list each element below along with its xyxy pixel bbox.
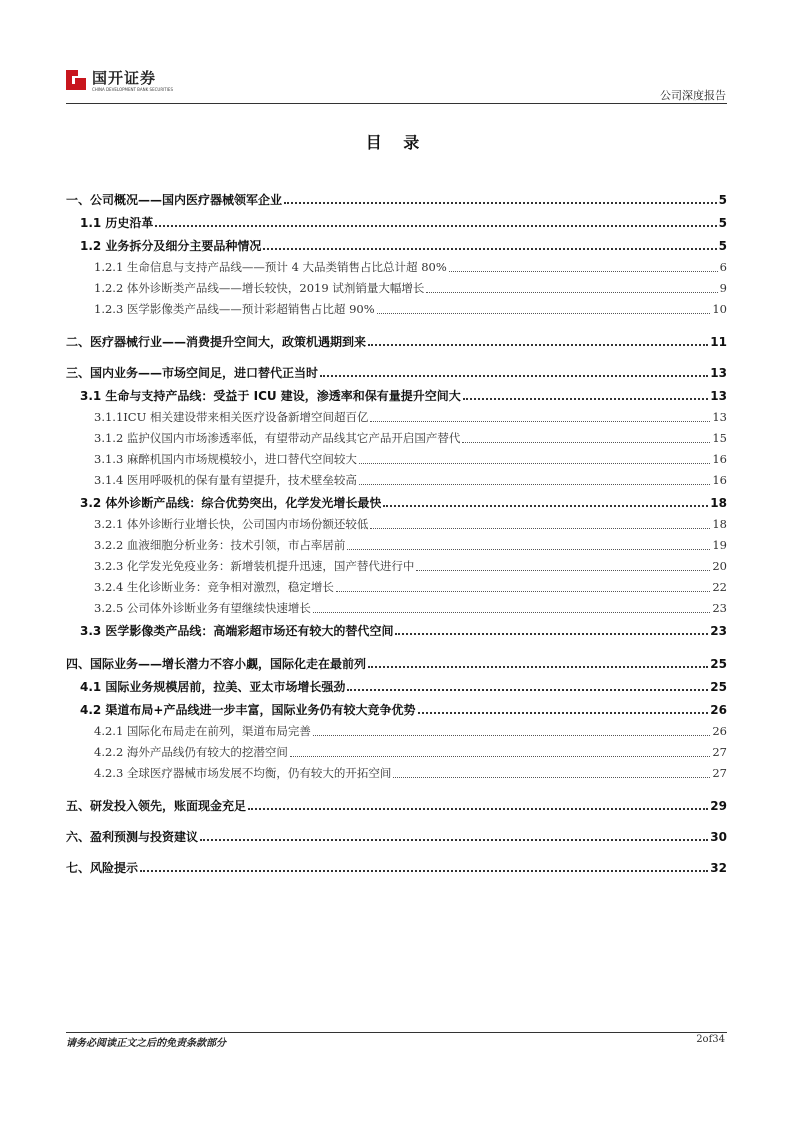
toc-entry-title: 4.2.1 国际化布局走在前列，渠道布局完善	[94, 724, 311, 738]
toc-leader-dots	[313, 612, 710, 613]
toc-entry[interactable]	[66, 254, 727, 275]
toc-entry[interactable]	[66, 208, 727, 231]
toc-entry-title: 3.1 生命与支持产品线：受益于 ICU 建设，渗透率和保有量提升空间大	[80, 389, 461, 403]
toc-entry-title: 1.2.2 体外诊断类产品线——增长较快，2019 试剂销量大幅增长	[94, 281, 425, 295]
toc-entry[interactable]	[66, 574, 727, 595]
toc-entry-page: 20	[712, 559, 727, 573]
toc-entry[interactable]	[66, 760, 727, 781]
toc-entry-title: 4.2 渠道布局+产品线进一步丰富，国际业务仍有较大竞争优势	[80, 703, 416, 717]
toc-entry[interactable]	[66, 231, 727, 254]
toc-leader-dots	[140, 870, 708, 872]
toc-entry-page: 32	[710, 861, 727, 875]
footer-divider	[66, 1032, 727, 1033]
toc-entry-title: 一、公司概况——国内医疗器械领军企业	[66, 193, 283, 207]
toc-entry[interactable]	[66, 718, 727, 739]
toc-leader-dots	[449, 271, 718, 272]
toc-entry-page: 11	[710, 335, 727, 349]
page-number: 2of34	[696, 1034, 725, 1045]
toc-leader-dots	[263, 248, 716, 250]
toc-entry-page: 19	[712, 538, 727, 552]
toc-entry-title: 4.1 国际业务规模居前，拉美、亚太市场增长强劲	[80, 680, 346, 694]
toc-entry-title: 1.1 历史沿革	[80, 216, 154, 230]
toc-entry-title: 六、盈利预测与投资建议	[66, 830, 199, 844]
toc-leader-dots	[395, 633, 708, 635]
toc-entry-page: 10	[712, 302, 727, 316]
toc-entry-page: 29	[710, 799, 727, 813]
toc-title: 目 录	[365, 133, 428, 152]
toc-leader-dots	[313, 735, 710, 736]
toc-entry[interactable]	[66, 845, 727, 876]
toc-leader-dots	[368, 344, 708, 346]
toc-entry[interactable]	[66, 672, 727, 695]
toc-entry-title: 3.1.2 监护仪国内市场渗透率低，有望带动产品线其它产品开启国产替代	[94, 431, 461, 445]
toc-entry-page: 6	[719, 260, 727, 274]
toc-entry[interactable]	[66, 467, 727, 488]
toc-entry-page: 25	[710, 680, 727, 694]
toc-entry[interactable]	[66, 177, 727, 208]
toc-entry-page: 16	[712, 452, 727, 466]
toc-leader-dots	[370, 528, 710, 529]
logo-mark-icon	[66, 70, 86, 90]
toc-entry-page: 23	[710, 624, 727, 638]
toc-entry[interactable]	[66, 446, 727, 467]
toc-entry-title: 3.1.1ICU 相关建设带来相关医疗设备新增空间超百亿	[94, 410, 369, 424]
toc-entry[interactable]	[66, 781, 727, 814]
toc-entry[interactable]	[66, 532, 727, 553]
toc-entry-page: 13	[710, 366, 727, 380]
toc-entry-title: 3.2.3 化学发光免疫业务：新增装机提升迅速，国产替代进行中	[94, 559, 415, 573]
toc-entry-page: 13	[712, 410, 727, 424]
toc-entry-title: 3.2.4 生化诊断业务：竞争相对激烈，稳定增长	[94, 580, 334, 594]
toc-entry[interactable]	[66, 317, 727, 350]
toc-entry[interactable]	[66, 639, 727, 672]
toc-entry-page: 25	[710, 657, 727, 671]
toc-entry[interactable]	[66, 381, 727, 404]
toc-entry-title: 3.2.2 血液细胞分析业务：技术引领，市占率居前	[94, 538, 346, 552]
toc-entry[interactable]	[66, 404, 727, 425]
toc-entry-page: 18	[710, 496, 727, 510]
toc-entry[interactable]	[66, 488, 727, 511]
toc-entry-title: 3.1.3 麻醉机国内市场规模较小，进口替代空间较大	[94, 452, 357, 466]
toc-entry-page: 15	[712, 431, 727, 445]
toc-leader-dots	[418, 712, 709, 714]
toc-leader-dots	[462, 442, 710, 443]
toc-entry[interactable]	[66, 511, 727, 532]
toc-leader-dots	[463, 398, 708, 400]
toc-entry-page: 23	[712, 601, 727, 615]
toc-entry-title: 1.2.3 医学影像类产品线——预计彩超销售占比超 90%	[94, 302, 375, 316]
toc-leader-dots	[377, 313, 711, 314]
toc-entry-title: 3.2.1 体外诊断行业增长快，公司国内市场份额还较低	[94, 517, 369, 531]
toc-leader-dots	[347, 689, 708, 691]
toc-entry[interactable]	[66, 739, 727, 760]
toc-entry[interactable]	[66, 553, 727, 574]
toc-entry-title: 1.2 业务拆分及细分主要品种情况	[80, 239, 262, 253]
toc-entry-page: 18	[712, 517, 727, 531]
toc-entry-page: 27	[712, 766, 727, 780]
toc-entry[interactable]	[66, 814, 727, 845]
header-divider	[66, 103, 727, 104]
toc-entry-title: 1.2.1 生命信息与支持产品线——预计 4 大品类销售占比总计超 80%	[94, 260, 447, 274]
toc-leader-dots	[393, 777, 710, 778]
toc-leader-dots	[284, 202, 717, 204]
toc-leader-dots	[347, 549, 710, 550]
toc-entry[interactable]	[66, 616, 727, 639]
disclaimer-text: 请务必阅读正文之后的免责条款部分	[66, 1038, 226, 1049]
toc-entry-page: 5	[718, 216, 727, 230]
toc-entry-page: 27	[712, 745, 727, 759]
toc-leader-dots	[359, 463, 710, 464]
toc-entry-title: 四、国际业务——增长潜力不容小觑，国际化走在最前列	[66, 657, 367, 671]
toc-entry-title: 3.3 医学影像类产品线：高端彩超市场还有较大的替代空间	[80, 624, 394, 638]
toc-entry[interactable]	[66, 296, 727, 317]
toc-entry-page: 5	[718, 193, 727, 207]
toc-leader-dots	[320, 375, 708, 377]
logo-name-cn: 国开证券	[92, 69, 157, 87]
toc-entry-page: 9	[719, 281, 727, 295]
toc-leader-dots	[359, 484, 710, 485]
toc-entry-title: 二、医疗器械行业——消费提升空间大，政策机遇期到来	[66, 335, 367, 349]
toc-leader-dots	[368, 666, 708, 668]
toc-entry-title: 4.2.2 海外产品线仍有较大的挖潜空间	[94, 745, 288, 759]
toc-leader-dots	[290, 756, 710, 757]
toc-entry-title: 七、风险提示	[66, 861, 139, 875]
toc-entry-page: 22	[712, 580, 727, 594]
toc-leader-dots	[426, 292, 717, 293]
toc-leader-dots	[155, 225, 716, 227]
toc-leader-dots	[370, 421, 710, 422]
toc-entry[interactable]	[66, 350, 727, 381]
toc-entry-title: 3.1.4 医用呼吸机的保有量有望提升，技术壁垒较高	[94, 473, 357, 487]
toc-leader-dots	[248, 808, 708, 810]
logo-name-en: CHINA DEVELOPMENT BANK SECURITIES	[92, 87, 173, 92]
toc-entry-title: 3.2.5 公司体外诊断业务有望继续快速增长	[94, 601, 311, 615]
toc-entry-title: 3.2 体外诊断产品线：综合优势突出，化学发光增长最快	[80, 496, 382, 510]
toc-entry-title: 三、国内业务——市场空间足，进口替代正当时	[66, 366, 319, 380]
report-type-label: 公司深度报告	[660, 89, 726, 102]
toc-entry[interactable]	[66, 275, 727, 296]
toc-entry-title: 4.2.3 全球医疗器械市场发展不均衡，仍有较大的开拓空间	[94, 766, 392, 780]
company-logo	[66, 70, 173, 93]
toc-entry-page: 13	[710, 389, 727, 403]
toc-entry-page: 16	[712, 473, 727, 487]
toc-leader-dots	[416, 570, 710, 571]
toc-leader-dots	[200, 839, 708, 841]
toc-entry[interactable]	[66, 695, 727, 718]
toc-entry[interactable]	[66, 425, 727, 446]
toc-entry-page: 30	[710, 830, 727, 844]
table-of-contents	[66, 177, 727, 876]
toc-leader-dots	[336, 591, 710, 592]
toc-entry[interactable]	[66, 595, 727, 616]
toc-entry-page: 26	[710, 703, 727, 717]
toc-entry-title: 五、研发投入领先，账面现金充足	[66, 799, 247, 813]
toc-entry-page: 5	[718, 239, 727, 253]
toc-entry-page: 26	[712, 724, 727, 738]
toc-leader-dots	[383, 505, 708, 507]
